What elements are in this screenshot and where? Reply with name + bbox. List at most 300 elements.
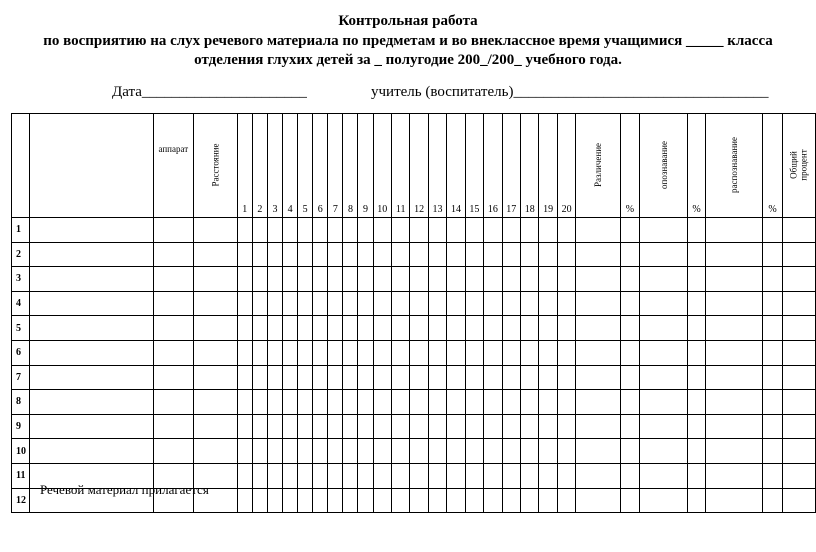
header-num: 1 xyxy=(237,114,252,218)
table-cell xyxy=(705,316,762,341)
table-cell xyxy=(283,488,298,513)
header-num: 3 xyxy=(267,114,282,218)
table-cell xyxy=(237,242,252,267)
table-cell xyxy=(705,390,762,415)
table-cell xyxy=(313,414,328,439)
table-cell xyxy=(30,390,153,415)
table-cell xyxy=(298,488,313,513)
table-cell xyxy=(688,439,705,464)
table-cell xyxy=(705,340,762,365)
table-cell xyxy=(502,291,520,316)
table-cell xyxy=(484,439,502,464)
table-cell xyxy=(410,463,428,488)
table-cell xyxy=(328,463,343,488)
table-cell xyxy=(465,463,483,488)
header-num: 12 xyxy=(410,114,428,218)
table-cell xyxy=(502,218,520,243)
header-num: 19 xyxy=(539,114,557,218)
table-row xyxy=(12,242,816,267)
table-cell xyxy=(267,390,282,415)
header-discrimination xyxy=(576,114,621,218)
header-total-line2: процент xyxy=(799,149,810,181)
table-cell xyxy=(373,439,391,464)
table-cell xyxy=(639,463,688,488)
row-number: 5 xyxy=(12,316,30,341)
table-cell xyxy=(557,390,575,415)
row-number: 2 xyxy=(12,242,30,267)
table-row xyxy=(12,218,816,243)
table-cell xyxy=(621,439,639,464)
table-cell xyxy=(557,340,575,365)
table-cell xyxy=(783,267,816,292)
table-cell xyxy=(502,414,520,439)
table-row xyxy=(12,365,816,390)
table-cell xyxy=(762,218,783,243)
header-recognition xyxy=(639,114,688,218)
table-cell xyxy=(621,365,639,390)
table-row xyxy=(12,439,816,464)
row-number: 6 xyxy=(12,340,30,365)
table-cell xyxy=(783,365,816,390)
table-cell xyxy=(621,463,639,488)
table-cell xyxy=(521,439,539,464)
table-cell xyxy=(484,414,502,439)
table-cell xyxy=(193,414,237,439)
header-total xyxy=(783,114,816,218)
table-cell xyxy=(539,291,557,316)
table-cell xyxy=(688,365,705,390)
table-cell xyxy=(283,414,298,439)
table-cell xyxy=(762,414,783,439)
table-cell xyxy=(705,488,762,513)
table-cell xyxy=(428,463,446,488)
header-percent: % xyxy=(688,114,705,218)
date-field: Дата______________________ xyxy=(112,84,307,100)
table-cell xyxy=(762,463,783,488)
header-num: 6 xyxy=(313,114,328,218)
header-num: 8 xyxy=(343,114,358,218)
table-cell xyxy=(465,267,483,292)
table-cell xyxy=(521,414,539,439)
table-cell xyxy=(762,291,783,316)
table-cell xyxy=(521,488,539,513)
table-cell xyxy=(237,340,252,365)
table-cell xyxy=(502,340,520,365)
table-cell xyxy=(252,242,267,267)
table-cell xyxy=(358,340,373,365)
header-apparatus: аппарат xyxy=(153,114,193,218)
table-cell xyxy=(465,488,483,513)
table-cell xyxy=(328,439,343,464)
table-cell xyxy=(410,439,428,464)
table-row xyxy=(12,340,816,365)
table-cell xyxy=(328,414,343,439)
table-cell xyxy=(252,414,267,439)
table-cell xyxy=(298,340,313,365)
table-cell xyxy=(484,390,502,415)
table-cell xyxy=(252,267,267,292)
table-cell xyxy=(539,316,557,341)
table-cell xyxy=(410,390,428,415)
table-cell xyxy=(783,218,816,243)
table-cell xyxy=(688,291,705,316)
table-cell xyxy=(313,390,328,415)
table-cell xyxy=(639,414,688,439)
table-cell xyxy=(557,218,575,243)
table-cell xyxy=(328,218,343,243)
table-cell xyxy=(688,390,705,415)
table-cell xyxy=(705,291,762,316)
table-cell xyxy=(576,414,621,439)
header-num: 15 xyxy=(465,114,483,218)
table-cell xyxy=(447,218,465,243)
header-total-label xyxy=(789,149,809,180)
table-cell xyxy=(392,340,410,365)
table-cell xyxy=(392,414,410,439)
table-cell xyxy=(502,390,520,415)
table-cell xyxy=(428,340,446,365)
header-num: 14 xyxy=(447,114,465,218)
table-cell xyxy=(298,439,313,464)
table-cell xyxy=(358,365,373,390)
table-cell xyxy=(298,267,313,292)
table-cell xyxy=(762,340,783,365)
table-cell xyxy=(392,218,410,243)
table-cell xyxy=(447,488,465,513)
table-cell xyxy=(688,267,705,292)
table-cell xyxy=(30,340,153,365)
table-cell xyxy=(576,365,621,390)
table-cell xyxy=(392,463,410,488)
table-cell xyxy=(783,414,816,439)
table-cell xyxy=(373,242,391,267)
header-name xyxy=(30,114,153,218)
table-cell xyxy=(502,316,520,341)
table-cell xyxy=(373,365,391,390)
header-distance xyxy=(193,114,237,218)
table-cell xyxy=(521,365,539,390)
table-cell xyxy=(428,291,446,316)
table-cell xyxy=(539,439,557,464)
table-cell xyxy=(521,340,539,365)
header-num: 20 xyxy=(557,114,575,218)
table-cell xyxy=(428,365,446,390)
table-cell xyxy=(484,267,502,292)
table-cell xyxy=(428,242,446,267)
table-cell xyxy=(557,365,575,390)
table-cell xyxy=(557,439,575,464)
table-cell xyxy=(358,316,373,341)
table-cell xyxy=(621,414,639,439)
table-cell xyxy=(576,390,621,415)
table-cell xyxy=(153,242,193,267)
table-cell xyxy=(283,242,298,267)
table-cell xyxy=(283,463,298,488)
table-cell xyxy=(267,242,282,267)
header-recognition-label: опознавание xyxy=(658,141,669,189)
table-cell xyxy=(328,390,343,415)
table-cell xyxy=(267,218,282,243)
table-cell xyxy=(639,365,688,390)
table-cell xyxy=(237,414,252,439)
header-num: 4 xyxy=(283,114,298,218)
header-row xyxy=(12,114,816,218)
table-cell xyxy=(465,291,483,316)
row-number: 12 xyxy=(12,488,30,513)
header-identification-label: распознавание xyxy=(728,137,739,193)
table-cell xyxy=(313,242,328,267)
table-cell xyxy=(343,340,358,365)
table-cell xyxy=(358,218,373,243)
row-number: 3 xyxy=(12,267,30,292)
header-num: 17 xyxy=(502,114,520,218)
table-cell xyxy=(762,267,783,292)
table-cell xyxy=(762,242,783,267)
table-cell xyxy=(621,291,639,316)
table-cell xyxy=(392,291,410,316)
doc-title: Контрольная работа xyxy=(338,13,478,29)
table-cell xyxy=(783,242,816,267)
table-cell xyxy=(639,439,688,464)
table-cell xyxy=(428,390,446,415)
table-cell xyxy=(283,439,298,464)
table-cell xyxy=(298,390,313,415)
table-cell xyxy=(447,316,465,341)
table-cell xyxy=(153,291,193,316)
table-cell xyxy=(502,242,520,267)
table-cell xyxy=(783,488,816,513)
table-cell xyxy=(447,267,465,292)
table-cell xyxy=(252,390,267,415)
table-cell xyxy=(313,365,328,390)
table-cell xyxy=(539,242,557,267)
table-cell xyxy=(428,414,446,439)
table-cell xyxy=(576,340,621,365)
table-cell xyxy=(373,414,391,439)
table-cell xyxy=(621,340,639,365)
table-cell xyxy=(521,291,539,316)
table-cell xyxy=(392,316,410,341)
table-cell xyxy=(313,316,328,341)
table-cell xyxy=(283,291,298,316)
table-cell xyxy=(267,340,282,365)
table-cell xyxy=(621,390,639,415)
table-cell xyxy=(639,488,688,513)
table-cell xyxy=(502,267,520,292)
table-cell xyxy=(410,267,428,292)
table-cell xyxy=(502,463,520,488)
table-cell xyxy=(762,390,783,415)
table-cell xyxy=(705,439,762,464)
table-cell xyxy=(621,316,639,341)
table-cell xyxy=(639,291,688,316)
doc-subtitle-line1: по восприятию на слух речевого материала по предметам и во внеклассное время учащимися _____ класса xyxy=(43,33,773,49)
table-cell xyxy=(576,316,621,341)
table-cell xyxy=(193,316,237,341)
table-cell xyxy=(762,488,783,513)
table-cell xyxy=(484,291,502,316)
header-num: 18 xyxy=(521,114,539,218)
table-cell xyxy=(267,291,282,316)
table-cell xyxy=(193,439,237,464)
table-cell xyxy=(237,218,252,243)
table-cell xyxy=(392,488,410,513)
table-cell xyxy=(762,316,783,341)
table-cell xyxy=(343,242,358,267)
table-cell xyxy=(237,488,252,513)
table-cell xyxy=(705,267,762,292)
table-cell xyxy=(30,414,153,439)
header-num: 11 xyxy=(392,114,410,218)
table-cell xyxy=(447,463,465,488)
table-cell xyxy=(465,316,483,341)
table-cell xyxy=(705,218,762,243)
table-cell xyxy=(639,218,688,243)
table-cell xyxy=(639,316,688,341)
table-cell xyxy=(267,488,282,513)
row-number: 1 xyxy=(12,218,30,243)
table-cell xyxy=(539,218,557,243)
table-cell xyxy=(621,488,639,513)
table-cell xyxy=(343,365,358,390)
table-cell xyxy=(298,414,313,439)
table-cell xyxy=(193,390,237,415)
table-cell xyxy=(447,439,465,464)
table-cell xyxy=(783,439,816,464)
header-distance-label: Расстояние xyxy=(210,143,221,187)
table-cell xyxy=(283,267,298,292)
table-cell xyxy=(557,463,575,488)
table-cell xyxy=(313,340,328,365)
table-cell xyxy=(428,316,446,341)
table-cell xyxy=(783,463,816,488)
table-row xyxy=(12,267,816,292)
table-cell xyxy=(557,414,575,439)
table-cell xyxy=(153,267,193,292)
table-cell xyxy=(252,316,267,341)
table-cell xyxy=(313,267,328,292)
table-cell xyxy=(705,365,762,390)
table-cell xyxy=(237,267,252,292)
table-cell xyxy=(283,218,298,243)
table-cell xyxy=(521,218,539,243)
table-cell xyxy=(343,439,358,464)
table-cell xyxy=(193,218,237,243)
table-cell xyxy=(576,463,621,488)
table-cell xyxy=(283,390,298,415)
table-cell xyxy=(153,340,193,365)
table-cell xyxy=(392,242,410,267)
table-cell xyxy=(539,340,557,365)
table-cell xyxy=(410,218,428,243)
table-row xyxy=(12,316,816,341)
table-cell xyxy=(153,218,193,243)
table-cell xyxy=(521,316,539,341)
table-cell xyxy=(237,365,252,390)
table-cell xyxy=(410,414,428,439)
table-cell xyxy=(358,488,373,513)
row-number: 11 xyxy=(12,463,30,488)
table-cell xyxy=(539,267,557,292)
table-cell xyxy=(410,365,428,390)
row-number: 4 xyxy=(12,291,30,316)
table-cell xyxy=(621,267,639,292)
row-number: 10 xyxy=(12,439,30,464)
table-cell xyxy=(237,463,252,488)
table-cell xyxy=(576,291,621,316)
table-cell xyxy=(237,390,252,415)
table-cell xyxy=(373,267,391,292)
table-cell xyxy=(783,316,816,341)
table-cell xyxy=(328,488,343,513)
table-cell xyxy=(621,242,639,267)
table-cell xyxy=(557,488,575,513)
table-cell xyxy=(328,267,343,292)
table-cell xyxy=(484,488,502,513)
table-cell xyxy=(465,242,483,267)
header-num: 10 xyxy=(373,114,391,218)
table-cell xyxy=(557,316,575,341)
table-cell xyxy=(392,267,410,292)
table-cell xyxy=(621,218,639,243)
table-cell xyxy=(576,439,621,464)
table-cell xyxy=(30,242,153,267)
table-cell xyxy=(410,316,428,341)
table-cell xyxy=(358,439,373,464)
table-cell xyxy=(343,414,358,439)
table-row xyxy=(12,291,816,316)
table-cell xyxy=(153,365,193,390)
table-cell xyxy=(521,463,539,488)
table-cell xyxy=(465,218,483,243)
table-cell xyxy=(313,488,328,513)
table-cell xyxy=(783,291,816,316)
table-cell xyxy=(193,340,237,365)
table-cell xyxy=(193,242,237,267)
table-cell xyxy=(298,242,313,267)
table-cell xyxy=(484,463,502,488)
table-cell xyxy=(557,267,575,292)
table-cell xyxy=(502,488,520,513)
table-cell xyxy=(30,267,153,292)
table-cell xyxy=(428,488,446,513)
table-cell xyxy=(762,439,783,464)
table-cell xyxy=(484,365,502,390)
header-num: 5 xyxy=(298,114,313,218)
table-cell xyxy=(298,365,313,390)
table-cell xyxy=(298,291,313,316)
assessment-table xyxy=(11,113,816,513)
table-cell xyxy=(539,365,557,390)
table-cell xyxy=(313,463,328,488)
table-cell xyxy=(267,316,282,341)
table-cell xyxy=(252,439,267,464)
table-cell xyxy=(252,488,267,513)
table-cell xyxy=(358,242,373,267)
table-cell xyxy=(639,267,688,292)
table-cell xyxy=(465,390,483,415)
table-cell xyxy=(328,291,343,316)
table-cell xyxy=(237,316,252,341)
table-cell xyxy=(328,340,343,365)
table-cell xyxy=(688,488,705,513)
table-cell xyxy=(328,365,343,390)
table-cell xyxy=(373,218,391,243)
header-rownum xyxy=(12,114,30,218)
table-cell xyxy=(153,390,193,415)
table-cell xyxy=(688,316,705,341)
row-number: 8 xyxy=(12,390,30,415)
